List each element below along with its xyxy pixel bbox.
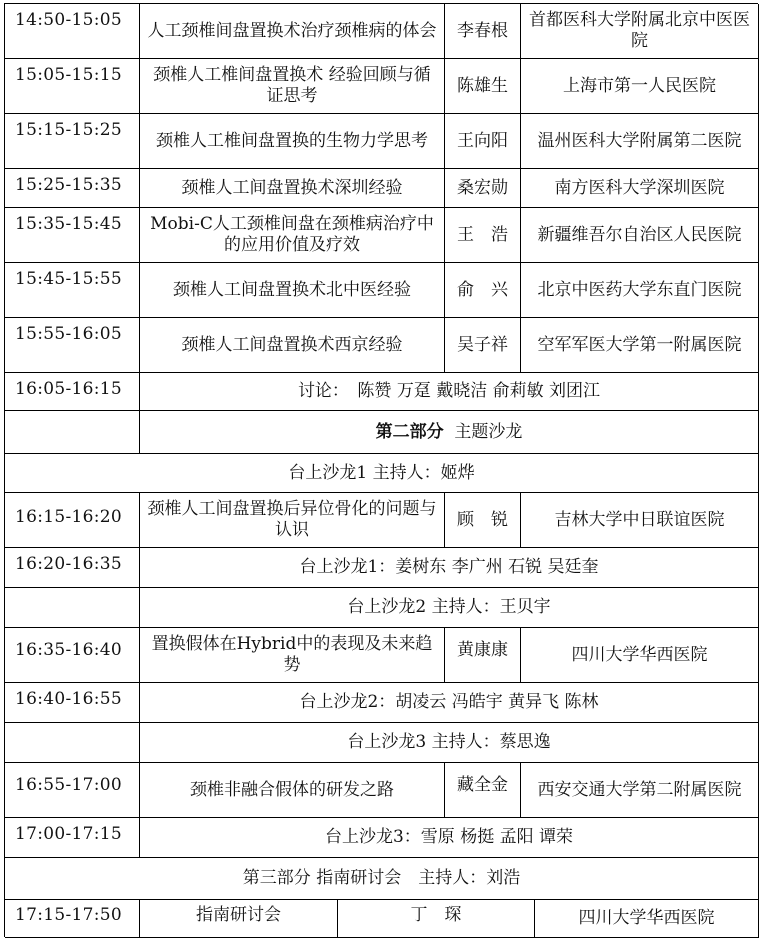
hospital-cell: 四川大学华西医院 (521, 628, 759, 683)
hospital-cell: 南方医科大学深圳医院 (521, 169, 759, 208)
section-subtitle: 主题沙龙 (454, 421, 523, 442)
speaker-cell: 黄康康 (445, 628, 521, 683)
schedule-table (4, 3, 758, 937)
salon-host-row: 台上沙龙1 主持人：姬烨 (5, 454, 759, 493)
time-cell: 15:05-15:15 (5, 59, 140, 114)
speaker-cell: 丁 琛 (338, 900, 535, 938)
panel-cell: 台上沙龙1：姜树东 李广州 石锐 吴廷奎 (140, 548, 759, 588)
time-cell: 15:35-15:45 (5, 208, 140, 263)
time-cell: 14:50-15:05 (5, 4, 140, 59)
speaker-cell: 吴子祥 (445, 318, 521, 373)
time-cell: 16:55-17:00 (5, 763, 140, 818)
salon-host-row: 台上沙龙3 主持人：蔡思逸 (140, 723, 759, 763)
time-cell: 15:55-16:05 (5, 318, 140, 373)
speaker-cell: 藏全金 (445, 763, 521, 818)
speaker-cell: 李春根 (445, 4, 521, 59)
panel-cell: 台上沙龙3：雪原 杨挺 孟阳 谭荣 (140, 818, 759, 858)
section-title: 第二部分 (375, 421, 444, 442)
section-header-part3: 第三部分 指南研讨会 主持人：刘浩 (5, 858, 759, 900)
topic-cell: 颈椎人工椎间盘置换术 经验回顾与循证思考 (140, 59, 445, 114)
empty-cell (5, 411, 140, 454)
hospital-cell: 新疆维吾尔自治区人民医院 (521, 208, 759, 263)
speaker-cell: 顾 锐 (445, 493, 521, 548)
speaker-cell: 陈雄生 (445, 59, 521, 114)
hospital-cell: 空军军医大学第一附属医院 (521, 318, 759, 373)
speaker-cell: 王向阳 (445, 114, 521, 169)
panel-cell: 台上沙龙2：胡凌云 冯皓宇 黄异飞 陈林 (140, 683, 759, 723)
discussion-cell: 讨论： 陈赞 万趸 戴晓洁 俞莉敏 刘团江 (140, 373, 759, 411)
time-cell: 17:00-17:15 (5, 818, 140, 858)
speaker-cell: 俞 兴 (445, 263, 521, 318)
time-cell: 16:05-16:15 (5, 373, 140, 411)
topic-cell: 颈椎人工间盘置换术深圳经验 (140, 169, 445, 208)
time-cell: 17:15-17:50 (5, 900, 140, 938)
topic-cell: 颈椎非融合假体的研发之路 (140, 763, 445, 818)
hospital-cell: 北京中医药大学东直门医院 (521, 263, 759, 318)
topic-cell: 颈椎人工间盘置换术北中医经验 (140, 263, 445, 318)
hospital-cell: 上海市第一人民医院 (521, 59, 759, 114)
topic-cell: 颈椎人工椎间盘置换的生物力学思考 (140, 114, 445, 169)
topic-cell: 颈椎人工间盘置换后异位骨化的问题与认识 (140, 493, 445, 548)
hospital-cell: 温州医科大学附属第二医院 (521, 114, 759, 169)
hospital-cell: 西安交通大学第二附属医院 (521, 763, 759, 818)
topic-cell: Mobi-C人工颈椎间盘在颈椎病治疗中的应用价值及疗效 (140, 208, 445, 263)
time-cell: 16:40-16:55 (5, 683, 140, 723)
hospital-cell: 首都医科大学附属北京中医医院 (521, 4, 759, 59)
speaker-cell: 王 浩 (445, 208, 521, 263)
salon-host-row: 台上沙龙2 主持人：王贝宇 (140, 588, 759, 628)
time-cell: 16:20-16:35 (5, 548, 140, 588)
time-cell: 16:15-16:20 (5, 493, 140, 548)
hospital-cell: 吉林大学中日联谊医院 (521, 493, 759, 548)
time-cell: 15:45-15:55 (5, 263, 140, 318)
empty-cell (5, 723, 140, 763)
topic-cell: 颈椎人工间盘置换术西京经验 (140, 318, 445, 373)
time-cell: 15:25-15:35 (5, 169, 140, 208)
empty-cell (5, 588, 140, 628)
topic-cell: 指南研讨会 (140, 900, 338, 938)
topic-cell: 人工颈椎间盘置换术治疗颈椎病的体会 (140, 4, 445, 59)
time-cell: 15:15-15:25 (5, 114, 140, 169)
speaker-cell: 桑宏勋 (445, 169, 521, 208)
time-cell: 16:35-16:40 (5, 628, 140, 683)
topic-cell: 置换假体在Hybrid中的表现及未来趋势 (140, 628, 445, 683)
hospital-cell: 四川大学华西医院 (535, 900, 759, 938)
section-header-part2 (140, 411, 759, 454)
